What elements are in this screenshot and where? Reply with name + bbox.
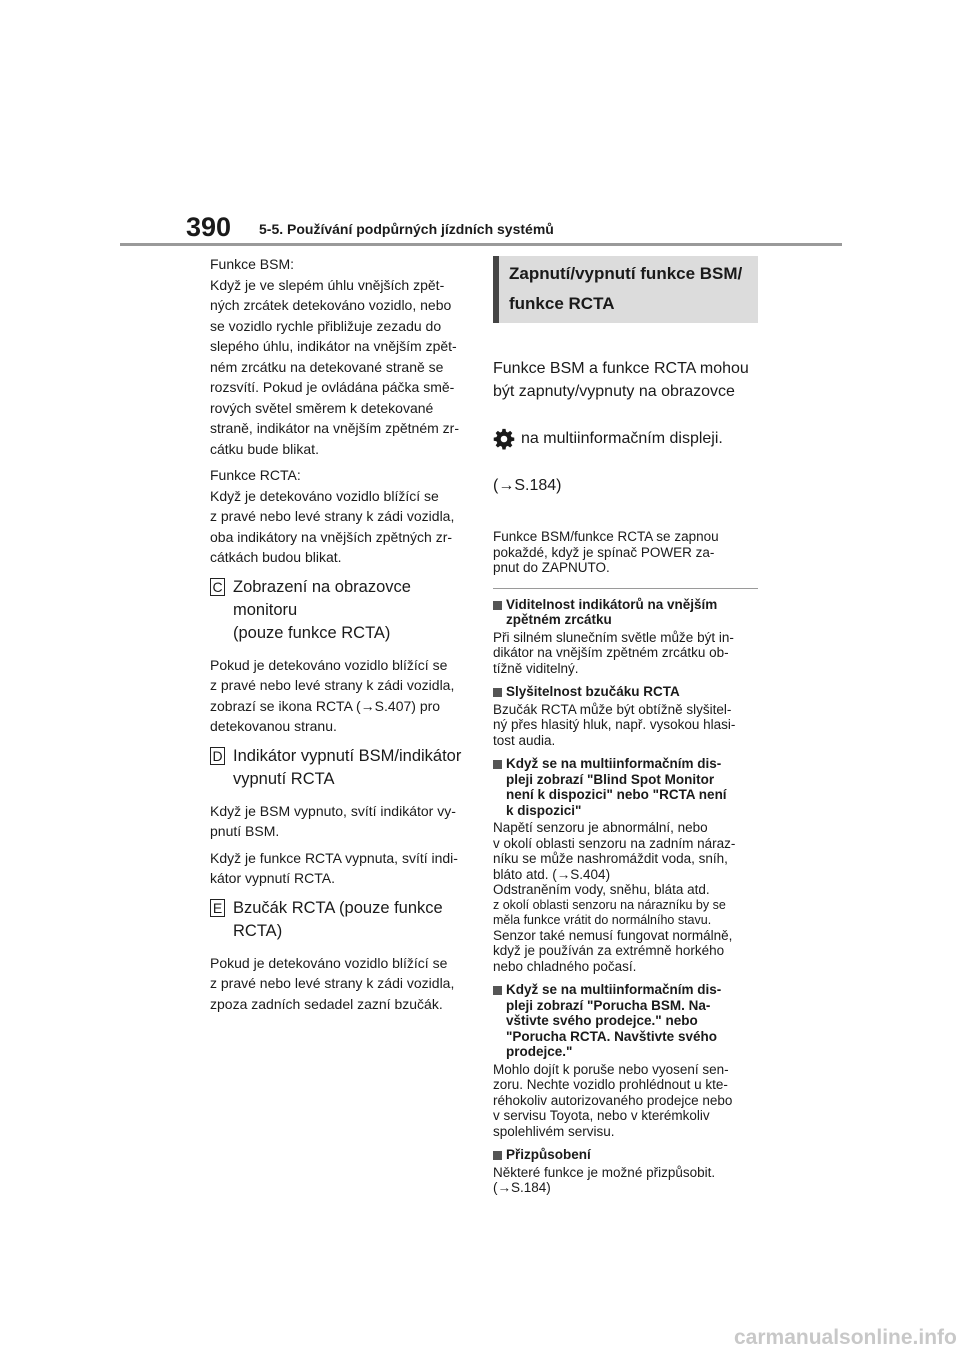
intro-gear-line [493,427,758,451]
note-heading [493,756,758,818]
note-visibility [493,597,758,677]
item-c-text: Pokud je detekováno vozidlo blížící se z pravé nebo levé strany k zádi vozidla, zobrazí se ikona RCTA (→S.407) pro detekovanou stranu. [210,656,455,734]
left-column [210,254,472,1020]
header-rule [120,243,842,246]
note-heading [493,684,758,700]
item-d-label: D [210,747,225,765]
item-e-title: Bzučák RCTA (pouze funkce RCTA) [233,898,443,940]
note-body: Mohlo dojít k poruše nebo vyosení sen- zoru. Nechte vozidlo prohlédnout u kte- réhokoliv autorizovaného prodejce nebo v servisu Toyota, nebo v kterémkoliv spolehlivém servisu. [493,1061,733,1139]
item-d-text-1: Když je BSM vypnuto, svítí indikátor vy- pnutí BSM. [210,802,456,839]
note-title: Slyšitelnost bzučáku RCTA [506,684,680,699]
note-malfunction [493,982,758,1139]
item-d-heading [210,745,472,791]
note-heading [493,1147,758,1163]
intro-line-c: (→S.184) [493,477,562,494]
note-body: Při silném slunečním světle může být in- dikátor na vnějším zpětném zrcátku ob- tížně viditelný. [493,629,734,676]
square-bullet-icon [493,760,502,769]
item-d-title: Indikátor vypnutí BSM/indikátor vypnutí RCTA [233,746,462,788]
square-bullet-icon [493,1151,502,1160]
item-c-heading [210,576,472,645]
intro-line-a: Funkce BSM a funkce RCTA mohou být zapnuty/vypnuty na obrazovce [493,359,749,400]
square-bullet-icon [493,688,502,697]
right-column [493,256,758,1204]
note-customization [493,1147,758,1196]
note-title: Když se na multiinformačním dis- pleji zobrazí "Porucha BSM. Na- vštivte svého prodejce." nebo "Porucha RCTA. Navštivte svého prodejce." [506,982,722,1059]
note-body: Některé funkce je možné přizpůsobit. (→S.184) [493,1164,716,1195]
note-body: Bzučák RCTA může být obtížně slyšitel- ný přes hlasitý hluk, např. vysokou hlasi- tost audia. [493,701,736,748]
square-bullet-icon [493,986,502,995]
note-body: Napětí senzoru je abnormální, nebo v okolí oblasti senzoru na zadním náraz- níku se může nashromáždit voda, sníh, bláto atd. (→S.404) Odstraněním vody, sněhu, bláta atd. [493,820,736,897]
note-heading [493,982,758,1060]
note-unavailable [493,756,758,974]
note-buzzer [493,684,758,748]
item-c-title: Zobrazení na obrazovce monitoru (pouze funkce RCTA) [233,577,411,642]
item-e-heading [210,897,472,943]
intro-line-b: na multiinformačním displeji. [521,430,723,447]
page-number: 390 [186,212,232,242]
note-title: Když se na multiinformačním dis- pleji zobrazí "Blind Spot Monitor není k dispozici" nebo "RCTA není k dispozici" [506,756,727,818]
item-e-text: Pokud je detekováno vozidlo blížící se z pravé nebo levé strany k zádi vozidla, zpoza zadních sedadel zazní bzučák. [210,954,455,1012]
note-heading [493,597,758,628]
watermark: carmanualsonline.info [734,1326,957,1349]
gear-icon [493,428,515,450]
section-title: 5-5. Používání podpůrných jízdních systémů [259,221,554,237]
note-body-tail: Senzor také nemusí fungovat normálně, když je používán za extrémně horkého nebo chladného počasí. [493,927,733,974]
item-c-label: C [210,578,225,596]
square-bullet-icon [493,601,502,610]
note-title: Viditelnost indikátorů na vnějším zpětném zrcátku [506,596,718,627]
power-note: Funkce BSM/funkce RCTA se zapnou pokaždé, když je spínač POWER za- pnut do ZAPNUTO. [493,529,719,575]
rcta-description: Funkce RCTA: Když je detekováno vozidlo blížící se z pravé nebo levé strany k zádi vozidla, oba indikátory na vnějších zpětných zr- cátkách budou blikat. [210,467,455,565]
callout-heading [493,256,758,323]
item-e-label: E [210,899,225,917]
note-body-small: z okolí oblasti senzoru na nárazníku by se měla funkce vrátit do normálního stavu. [493,897,726,927]
intro [493,333,758,521]
item-d-text-2: Když je funkce RCTA vypnuta, svítí indi- kátor vypnutí RCTA. [210,849,458,886]
divider [493,588,758,589]
callout-text: Zapnutí/vypnutí funkce BSM/ funkce RCTA [509,264,743,313]
bsm-description: Funkce BSM: Když je ve slepém úhlu vnějších zpět- ných zrcátek detekováno vozidlo, nebo se vozidlo rychle přibližuje zezadu do slepého úhlu, indikátor na vnějším zpět- ném zrcátku na detekované straně se rozsvítí. Pokud je ovládána páčka smě- rových světel směrem k detekované straně, indikátor na vnějším zpětném zr- cátku bude blikat. [210,256,459,457]
note-title: Přizpůsobení [506,1147,591,1162]
